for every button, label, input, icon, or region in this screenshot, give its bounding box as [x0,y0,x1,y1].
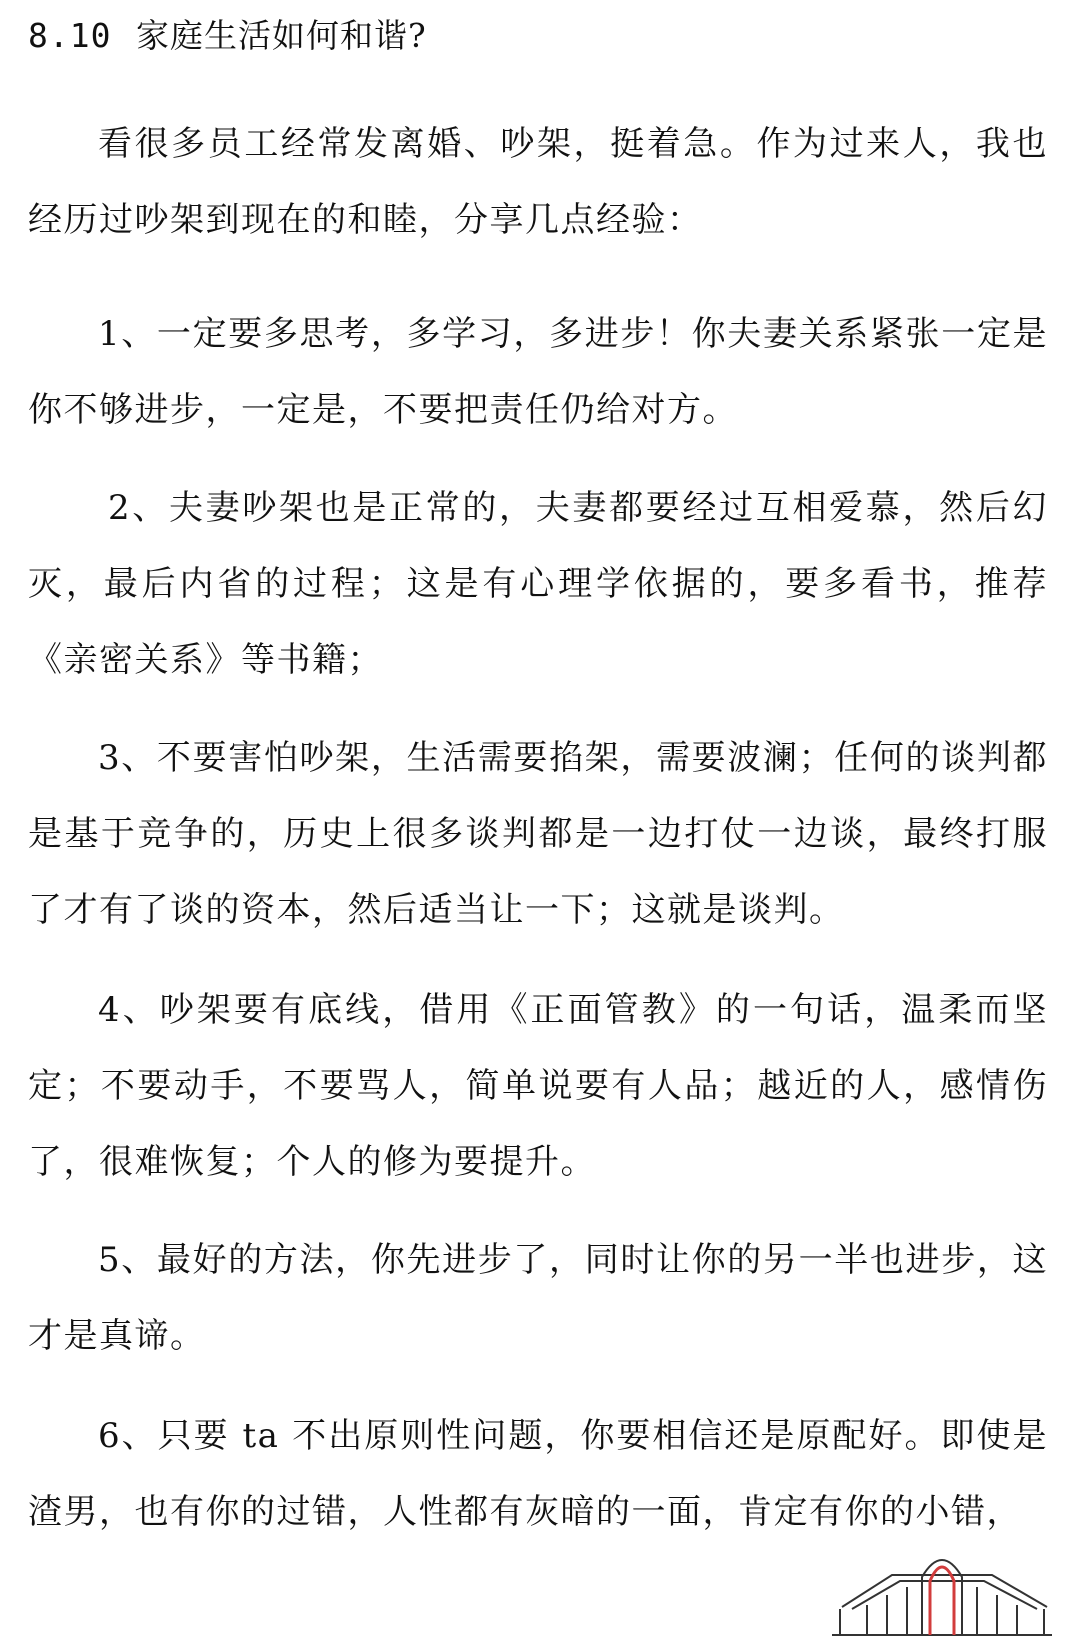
building-gate-icon [822,1547,1062,1639]
point-1-paragraph: 1、一定要多思考，多学习，多进步！你夫妻关系紧张一定是你不够进步，一定是，不要把责任仍给对方。 [28,314,1048,430]
point-6-paragraph: 6、只要 ta 不出原则性问题，你要相信还是原配好。即使是渣男，也有你的过错，人性都有灰暗的一面，肯定有你的小错， [28,1416,1048,1532]
section-title-text: 家庭生活如何和谐? [136,16,427,55]
point-3-paragraph: 3、不要害怕吵架，生活需要掐架，需要波澜；任何的谈判都是基于竞争的，历史上很多谈判都是一边打仗一边谈，最终打服了才有了谈的资本，然后适当让一下；这就是谈判。 [28,738,1048,930]
point-5-paragraph: 5、最好的方法，你先进步了，同时让你的另一半也进步，这才是真谛。 [28,1240,1048,1356]
point-2-paragraph: 2、夫妻吵架也是正常的，夫妻都要经过互相爱慕，然后幻灭，最后内省的过程；这是有心理学依据的，要多看书，推荐《亲密关系》等书籍； [28,488,1048,680]
intro-paragraph: 看很多员工经常发离婚、吵架，挺着急。作为过来人，我也经历过吵架到现在的和睦，分享几点经验： [28,124,1048,240]
section-number: 8.10 [28,16,112,55]
section-title [28,14,427,58]
point-4-paragraph: 4、吵架要有底线，借用《正面管教》的一句话，温柔而坚定；不要动手，不要骂人，简单说要有人品；越近的人，感情伤了，很难恢复；个人的修为要提升。 [28,990,1048,1182]
